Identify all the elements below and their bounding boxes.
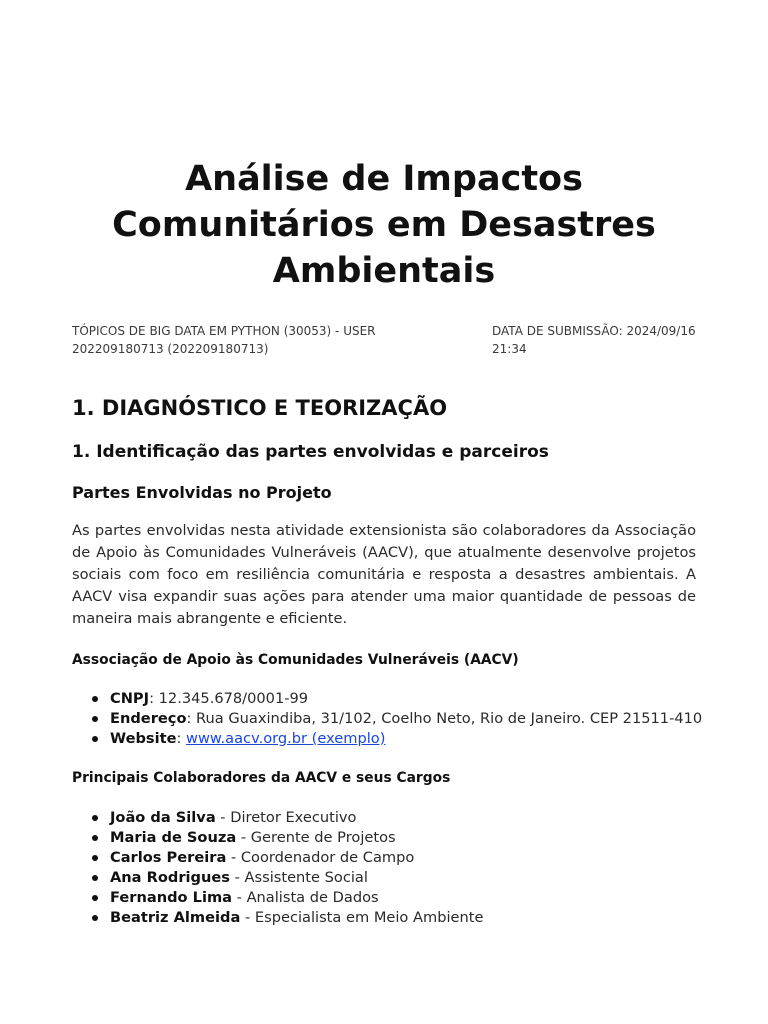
- separator: :: [186, 710, 197, 727]
- aacv-info-list: [72, 689, 703, 749]
- bullet-icon: [92, 815, 98, 821]
- intro-paragraph: As partes envolvidas nesta atividade extensionista são colaboradores da Associação de Apoio às Comunidades Vulneráveis (AACV), que atualmente desenvolve projetos sociais com foco em resiliência comunitária e resposta a desastres ambientais. A AACV visa expandir suas ações para atender uma maior quantidade de pessoas de maneira mais abrangente e eficiente.: [72, 522, 696, 627]
- section-heading: 1. DIAGNÓSTICO E TEORIZAÇÃO: [72, 396, 448, 420]
- submission-date: DATA DE SUBMISSÃO: 2024/09/16 21:34: [492, 324, 696, 356]
- collaborator-role: Assistente Social: [244, 869, 368, 886]
- collaborators-list: [72, 808, 696, 928]
- collaborator-name: Fernando Lima: [110, 889, 233, 906]
- collaborator-role: Gerente de Projetos: [250, 829, 396, 846]
- separator: -: [232, 889, 247, 906]
- collaborator-name: Ana Rodrigues: [110, 869, 230, 886]
- collaborator-name: Beatriz Almeida: [110, 909, 241, 926]
- bullet-icon: [92, 696, 98, 702]
- collaborator-role: Especialista em Meio Ambiente: [254, 909, 484, 926]
- separator: -: [236, 829, 251, 846]
- aacv-heading: Associação de Apoio às Comunidades Vulneráveis (AACV): [72, 652, 519, 668]
- list-item: [72, 888, 696, 908]
- course-info: TÓPICOS DE BIG DATA EM PYTHON (30053) - USER 202209180713 (202209180713): [72, 324, 376, 356]
- list-item-cnpj: [72, 689, 696, 709]
- bullet-icon: [92, 895, 98, 901]
- list-item-website: [72, 729, 696, 749]
- separator: -: [229, 869, 245, 886]
- cnpj-label: CNPJ: [110, 690, 150, 707]
- bullet-icon: [92, 835, 98, 841]
- list-item: [72, 848, 696, 868]
- website-link[interactable]: www.aacv.org.br (exemplo): [186, 730, 386, 747]
- collaborator-name: Maria de Souza: [110, 829, 237, 846]
- address-value: Rua Guaxindiba, 31/102, Coelho Neto, Rio de Janeiro. CEP 21511-410: [196, 710, 703, 727]
- address-label: Endereço: [110, 710, 187, 727]
- bullet-icon: [92, 875, 98, 881]
- list-item: [72, 808, 696, 828]
- separator: -: [226, 849, 241, 866]
- list-item: [72, 868, 696, 888]
- bullet-icon: [92, 915, 98, 921]
- document-title: Análise de Impactos Comunitários em Desastres Ambientais: [112, 159, 656, 291]
- list-item-address: [72, 709, 703, 729]
- website-label: Website: [110, 730, 177, 747]
- subsection-heading: 1. Identificação das partes envolvidas e parceiros: [72, 442, 549, 462]
- subsubsection-heading: Partes Envolvidas no Projeto: [72, 483, 332, 502]
- separator: :: [149, 690, 159, 707]
- bullet-icon: [92, 716, 98, 722]
- bullet-icon: [92, 736, 98, 742]
- list-item: [72, 908, 696, 928]
- collaborator-name: João da Silva: [110, 809, 216, 826]
- separator: -: [240, 909, 255, 926]
- collaborator-role: Diretor Executivo: [230, 809, 357, 826]
- collaborator-role: Coordenador de Campo: [240, 849, 415, 866]
- separator: :: [176, 730, 187, 747]
- separator: -: [215, 809, 231, 826]
- collaborators-heading: Principais Colaboradores da AACV e seus Cargos: [72, 770, 451, 786]
- collaborator-role: Analista de Dados: [246, 889, 379, 906]
- collaborator-name: Carlos Pereira: [110, 849, 227, 866]
- list-item: [72, 828, 696, 848]
- bullet-icon: [92, 855, 98, 861]
- cnpj-value: 12.345.678/0001-99: [158, 690, 309, 707]
